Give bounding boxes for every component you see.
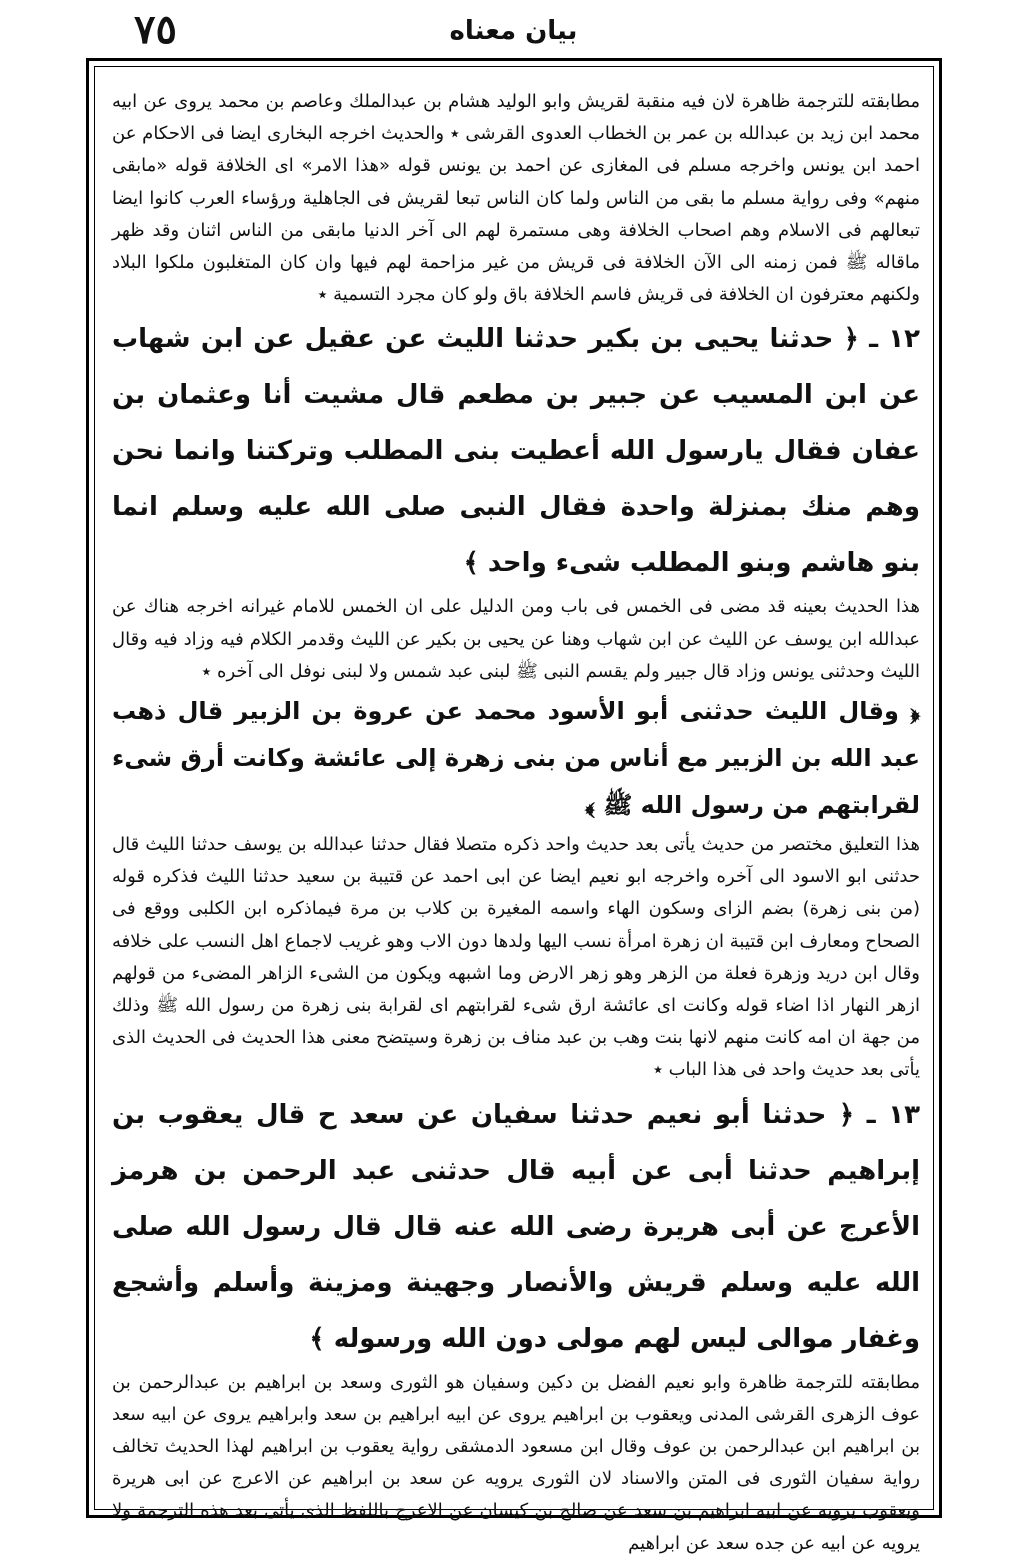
page-header: [0, 0, 1027, 58]
commentary-paragraph: مطابقته للترجمة ظاهرة لان فيه منقبة لقريش وابو الوليد هشام بن عبدالملك وعاصم بن محمد يروى عن ابيه محمد ابن زيد بن عبدالله بن عمر بن الخطاب العدوى القرشى ٭ والحديث اخرجه البخارى ايضا فى الاحكام عن احمد ابن يونس واخرجه مسلم فى المغازى عن احمد بن يونس قوله «هذا الامر» اى الخلافة قوله «مابقى منهم» وفى رواية مسلم ما بقى من الناس ولما كان الناس تبعا لقريش فى الجاهلية ورؤساء العرب كانوا ايضا تبعالهم فى الاسلام وهم اصحاب الخلافة وهى مستمرة لهم الى آخر الدنيا مابقى من الناس اثنان وقد ظهر ماقاله ﷺ فمن زمنه الى الآن الخلافة فى قريش من غير مزاحمة لهم فيها وان كان المتغلبون ملكوا البلاد ولكنهم معترفون ان الخلافة فى قريش فاسم الخلافة باق ولو كان مجرد التسمية ٭: [112, 91, 920, 306]
commentary-paragraph: مطابقته للترجمة ظاهرة وابو نعيم الفضل بن دكين وسفيان هو الثورى وسعد بن ابراهيم بن عبدالرحمن بن عوف الزهرى القرشى المدنى ويعقوب بن ابراهيم يروى عن ابيه ابراهيم بن سعد وابراهيم يروى عن ابيه سعد بن ابراهيم ابن عبدالرحمن بن عوف وقال ابن مسعود الدمشقى رواية يعقوب بن ابراهيم لهذا الحديث تخالف رواية سفيان الثورى فى المتن والاسناد لان الثورى يرويه عن سعد بن ابراهيم عن الاعرج عن ابى هريرة ويعقوب يرويه عن ابيه ابراهيم بن سعد عن صالح بن كيسان عن الاعرج باللفظ الذى يأتى بعد هذه الترجمة ولا يرويه عن ابيه عن جده سعد عن ابراهيم: [112, 1371, 920, 1554]
page-number: ٧٥: [134, 6, 177, 53]
running-head: بیان معناه: [449, 16, 578, 46]
commentary-paragraph: هذا الحديث بعينه قد مضى فى الخمس فى باب ومن الدليل على ان الخمس للامام غيرانه اخرجه هناك عن عبدالله ابن يوسف عن الليث عن ابن شهاب وهنا عن يحيى بن بكير عن الليث وقدمر الكلام فيه وزاد فيه وقال الليث وحدثنى يونس وزاد قال جبير ولم يقسم النبى ﷺ لبنى عبد شمس ولا لبنى نوفل الى آخره ٭: [112, 596, 920, 682]
hadith-muallaq: ﴿ وقال الليث حدثنى أبو الأسود محمد عن عروة بن الزبير قال ذهب عبد الله بن الزبير مع أناس من بنى زهرة إلى عائشة وكانت أرق شىء لقرابتهم من رسول الله ﷺ ﴾: [112, 697, 920, 820]
commentary-paragraph: هذا التعليق مختصر من حديث يأتى بعد حديث واحد ذكره متصلا فقال حدثنا عبدالله بن يوسف حدثنا الليث قال حدثنى ابو الاسود الى آخره واخرجه ابو نعيم ايضا عن ابى احمد عن قتيبة بن سعيد حدثنا الليث فذكره قوله (من بنى زهرة) بضم الزاى وسكون الهاء واسمه المغيرة بن كلاب بن مرة فيماذكره ابن الكلبى ووقع فى الصحاح ومعارف ابن قتيبة ان زهرة امرأة نسب اليها ولدها دون الاب وهو غريب لاجماع اهل النسب على خلافه وقال ابن دريد وزهرة فعلة من الزهر وهو زهر الارض وما اشبهه ويكون من الشىء الزاهر المضىء من قولهم ازهر النهار اذا اضاء قوله وكانت اى عائشة ارق شىء لقرابتهم اى لقرابة بنى زهرة من رسول الله ﷺ وذلك من جهة ان امه كانت منهم لانها بنت وهب بن عبد مناف بن زهرة وسيتضح معنى هذا الحديث فى الحديث الذى يأتى بعد حديث واحد فى هذا الباب ٭: [112, 834, 920, 1081]
page-body: [112, 86, 920, 1560]
hadith-13: ١٣ ـ ﴿ حدثنا أبو نعيم حدثنا سفيان عن سعد ح قال يعقوب بن إبراهيم حدثنا أبى عن أبيه قال حدثنى عبد الرحمن بن هرمز الأعرج عن أبى هريرة رضى الله عنه قال قال رسول الله صلى الله عليه وسلم قريش والأنصار وجهينة ومزينة وأسلم وأشجع وغفار موالى ليس لهم مولى دون الله ورسوله ﴾: [112, 1099, 920, 1354]
hadith-12: ١٢ ـ ﴿ حدثنا يحيى بن بكير حدثنا الليث عن عقيل عن ابن شهاب عن ابن المسيب عن جبير بن مطعم قال مشيت أنا وعثمان بن عفان فقال يارسول الله أعطيت بنى المطلب وتركتنا وانما نحن وهم منك بمنزلة واحدة فقال النبى صلى الله عليه وسلم انما بنو هاشم وبنو المطلب شىء واحد ﴾: [112, 324, 920, 579]
